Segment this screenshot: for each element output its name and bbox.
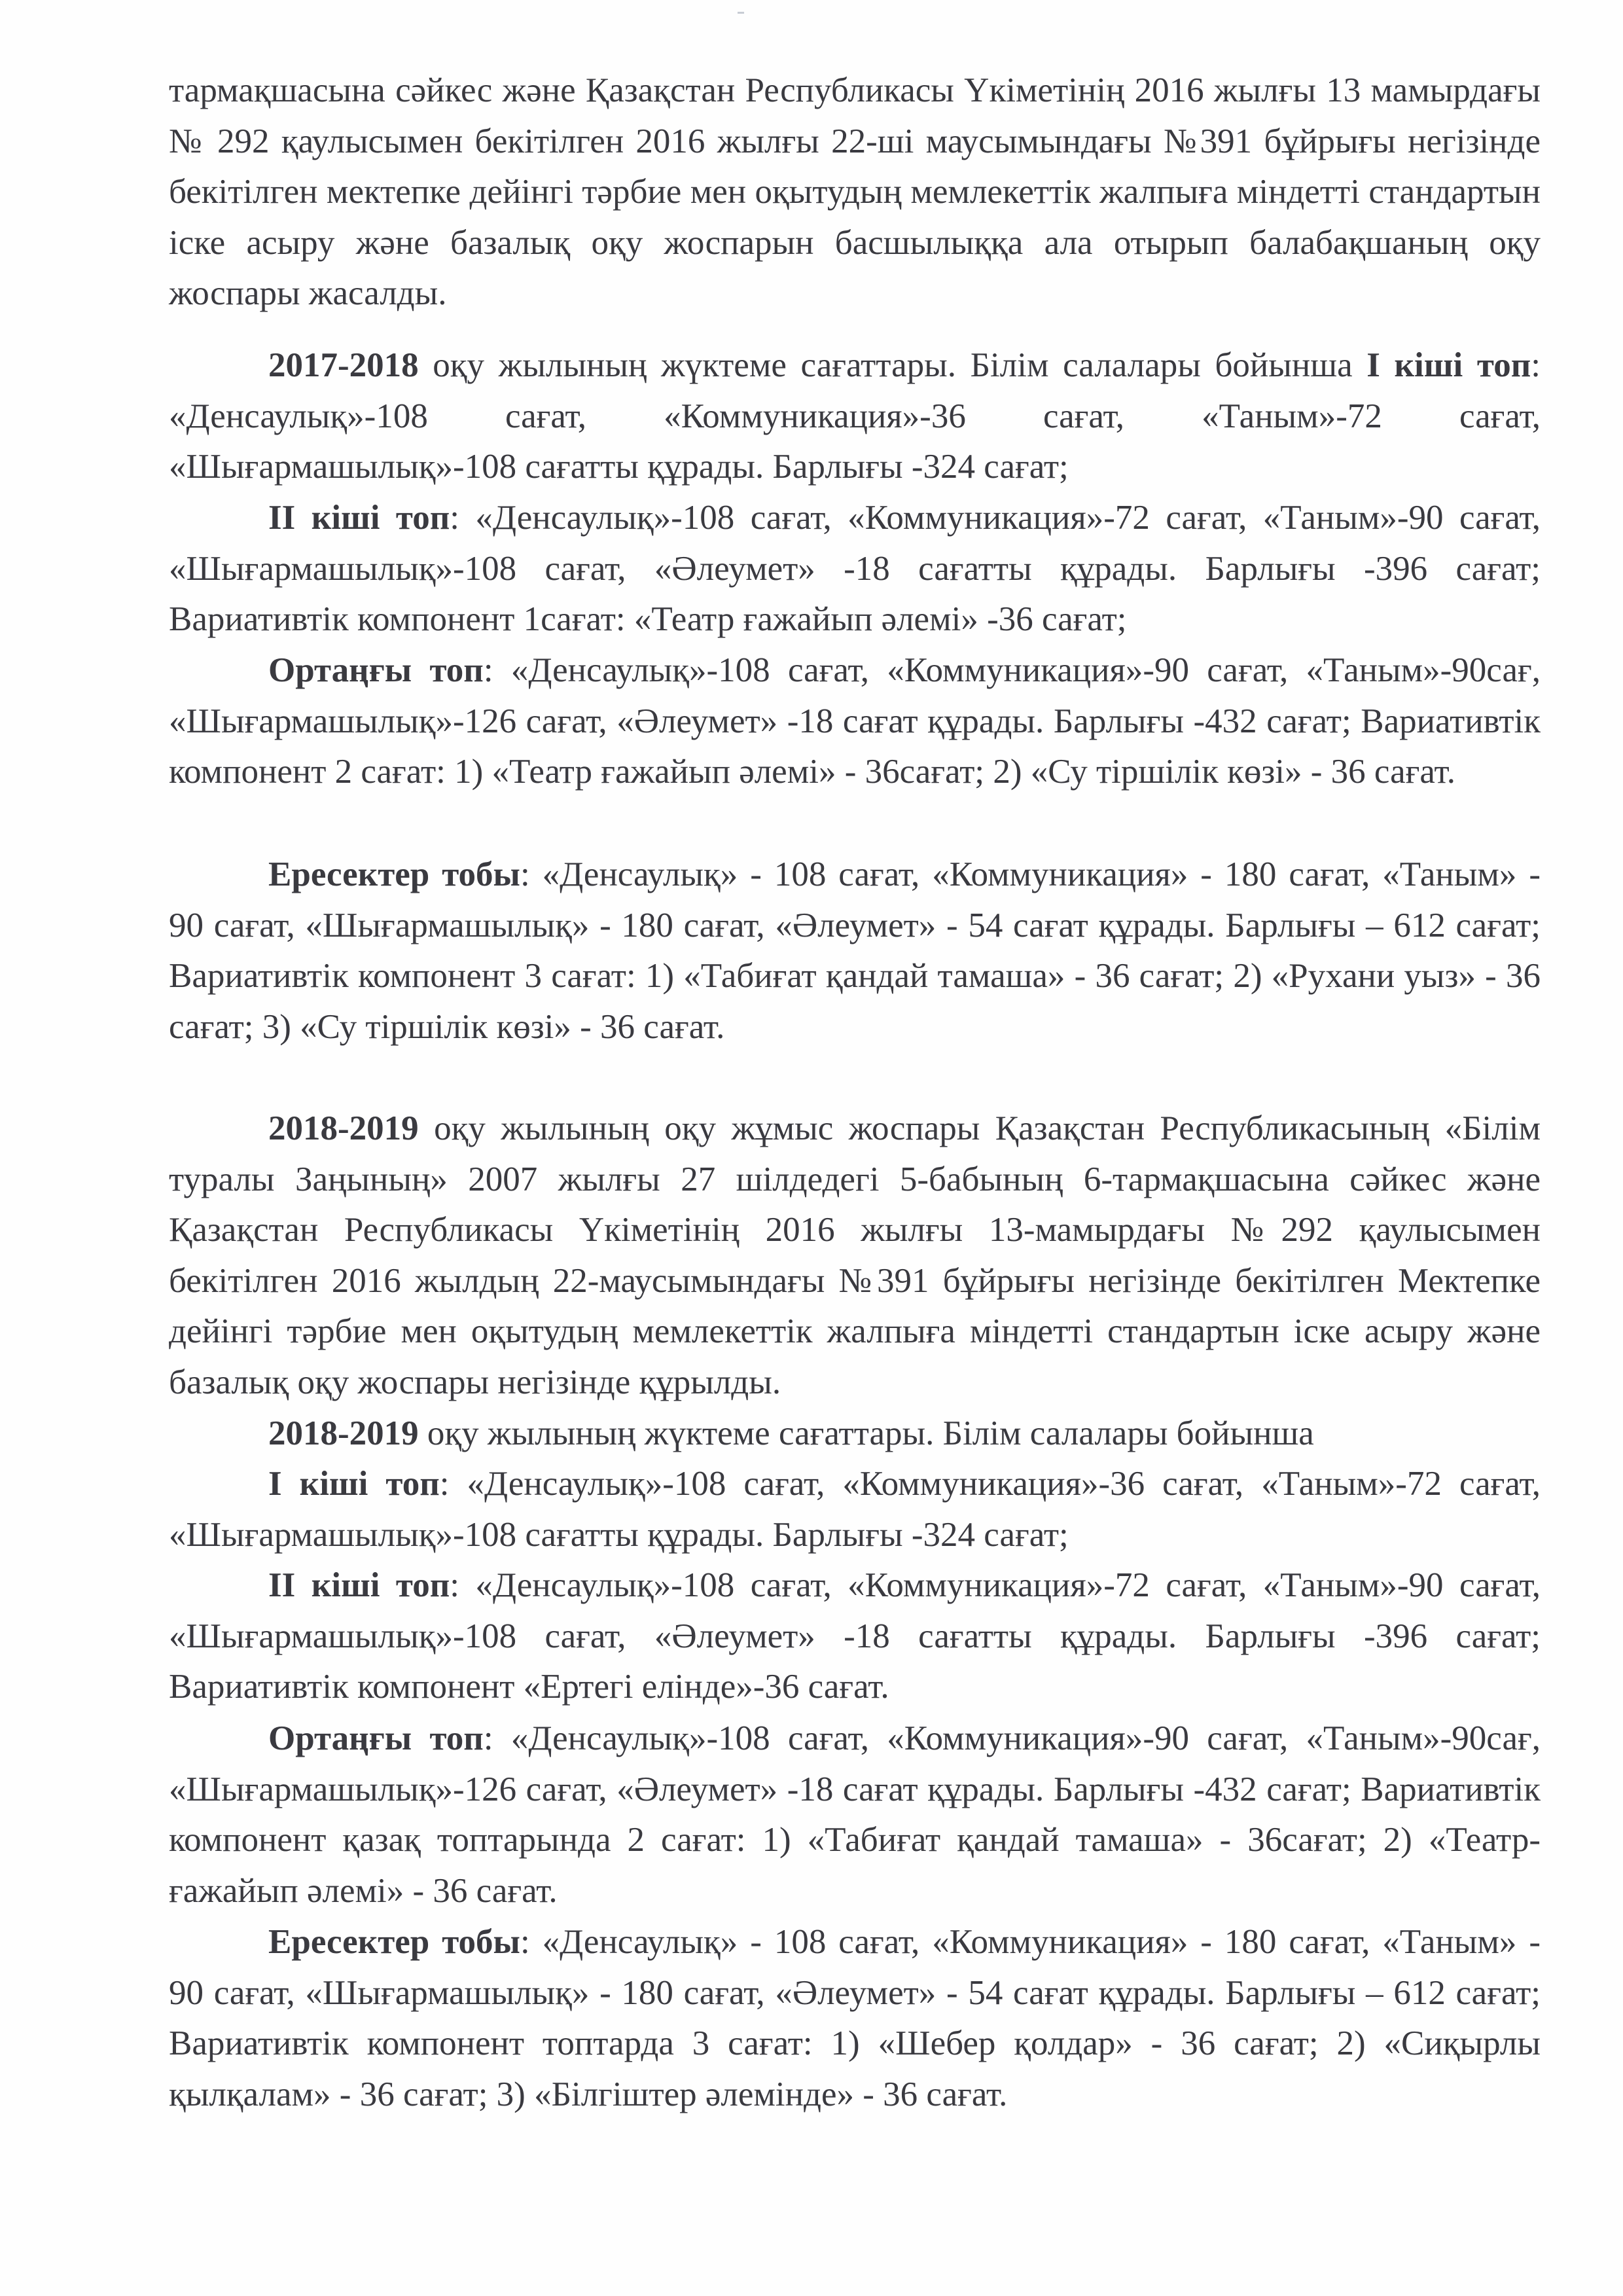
paragraph-text: : «Денсаулық»-108 сағат, «Коммуникация»-36 сағат, «Таным»-72 сағат, «Шығармашылық»-108 сағатты құрады. Барлығы -324 сағат;: [169, 346, 1541, 486]
paragraph-2017-ortangy-top: [169, 645, 1541, 798]
paragraph-2018-i-kishi-top: [169, 1459, 1541, 1560]
paragraph-2018-2019-hours: [169, 1408, 1541, 1460]
paragraph-2018-eresekter-toby: [169, 1917, 1541, 2120]
paragraph-text: : «Денсаулық»-108 сағат, «Коммуникация»-36 сағат, «Таным»-72 сағат, «Шығармашылық»-108 сағатты құрады. Барлығы -324 сағат;: [169, 1465, 1541, 1554]
paragraph-2018-ortangy-top: [169, 1713, 1541, 1916]
paragraph-text: : «Денсаулық»-108 сағат, «Коммуникация»-72 сағат, «Таным»-90 сағат, «Шығармашылық»-108 сағат, «Әлеумет» -18 сағатты құрады. Барлығы -396 сағат; Вариативтік компонент «Ертегі елінде»-36 сағат.: [169, 1566, 1541, 1706]
group-label: І кіші топ: [268, 1465, 440, 1503]
paragraph-text: : «Денсаулық» - 108 сағат, «Коммуникация» - 180 сағат, «Таным» - 90 сағат, «Шығармашылық» - 180 сағат, «Әлеумет» - 54 сағат құрады. Барлығы – 612 сағат; Вариативтік компонент 3 сағат: 1) «Табиғат қандай тамаша» - 36 сағат; 2) «Рухани уыз» - 36 сағат; 3) «Су тіршілік көзі» - 36 сағат.: [169, 855, 1541, 1046]
paragraph-2018-2019-plan: [169, 1103, 1541, 1408]
paragraph-2018-ii-kishi-top: [169, 1560, 1541, 1713]
group-label: Ортаңғы топ: [268, 651, 484, 689]
year-label: 2018-2019: [268, 1109, 419, 1147]
scan-artifact: [738, 12, 744, 14]
paragraph-2017-eresekter-toby: [169, 850, 1541, 1052]
group-label: І кіші топ: [1366, 346, 1531, 384]
group-label: Ортаңғы топ: [268, 1719, 484, 1757]
group-label: ІІ кіші топ: [268, 1566, 450, 1604]
paragraph-text: : «Денсаулық»-108 сағат, «Коммуникация»-72 сағат, «Таным»-90 сағат, «Шығармашылық»-108 сағат, «Әлеумет» -18 сағатты құрады. Барлығы -396 сағат; Вариативтік компонент 1сағат: «Театр ғажайып әлемі» -36 сағат;: [169, 499, 1541, 639]
group-label: Ересектер тобы: [268, 855, 520, 893]
paragraph-2017-2018-hours: [169, 340, 1541, 493]
paragraph-text: оқу жылының жүктеме сағаттары. Білім салалары бойынша: [418, 346, 1367, 384]
paragraph-text: : «Денсаулық»-108 сағат, «Коммуникация»-90 сағат, «Таным»-90сағ, «Шығармашылық»-126 сағат, «Әлеумет» -18 сағат құрады. Барлығы -432 сағат; Вариативтік компонент 2 сағат: 1) «Театр ғажайып әлемі» - 36сағат; 2) «Су тіршілік көзі» - 36 сағат.: [169, 651, 1541, 791]
year-label: 2018-2019: [268, 1414, 419, 1452]
paragraph-intro: [169, 65, 1541, 319]
paragraph-text: оқу жылының оқу жұмыс жоспары Қазақстан Республикасының «Білім туралы Заңының» 2007 жылғы 27 шілдедегі 5-бабының 6-тармақшасына сәйкес және Қазақстан Республикасы Үкіметінің 2016 жылғы 13-мамырдағы №292 қаулысымен бекітілген 2016 жылдың 22-маусымындағы №391 бұйрығы негізінде бекітілген Мектепке дейінгі тәрбие мен оқытудың мемлекеттік жалпыға міндетті стандартын іске асыру және базалық оқу жоспары негізінде құрылды.: [169, 1109, 1541, 1401]
group-label: Ересектер тобы: [268, 1923, 520, 1961]
paragraph-text: : «Денсаулық»-108 сағат, «Коммуникация»-90 сағат, «Таным»-90сағ, «Шығармашылық»-126 сағат, «Әлеумет» -18 сағат құрады. Барлығы -432 сағат; Вариативтік компонент қазақ топтарында 2 сағат: 1) «Табиғат қандай тамаша» - 36сағат; 2) «Театр-ғажайып әлемі» - 36 сағат.: [169, 1719, 1541, 1910]
group-label: ІІ кіші топ: [268, 499, 450, 537]
paragraph-2017-ii-kishi-top: [169, 493, 1541, 645]
paragraph-text: тармақшасына сәйкес және Қазақстан Республикасы Үкіметінің 2016 жылғы 13 мамырдағы № 292 қаулысымен бекітілген 2016 жылғы 22-ші маусымындағы №391 бұйрығы негізінде бекітілген мектепке дейінгі тәрбие мен оқытудың мемлекеттік жалпыға міндетті стандартын іске асыру және базалық оқу жоспарын басшылыққа ала отырып балабақшаның оқу жоспары жасалды.: [169, 71, 1541, 313]
year-label: 2017-2018: [268, 346, 419, 384]
paragraph-text: : «Денсаулық» - 108 сағат, «Коммуникация» - 180 сағат, «Таным» - 90 сағат, «Шығармашылық» - 180 сағат, «Әлеумет» - 54 сағат құрады. Барлығы – 612 сағат; Вариативтік компонент топтарда 3 сағат: 1) «Шебер қолдар» - 36 сағат; 2) «Сиқырлы қылқалам» - 36 сағат; 3) «Білгіштер әлемінде» - 36 сағат.: [169, 1923, 1541, 2113]
paragraph-text: оқу жылының жүктеме сағаттары. Білім салалары бойынша: [418, 1414, 1314, 1452]
